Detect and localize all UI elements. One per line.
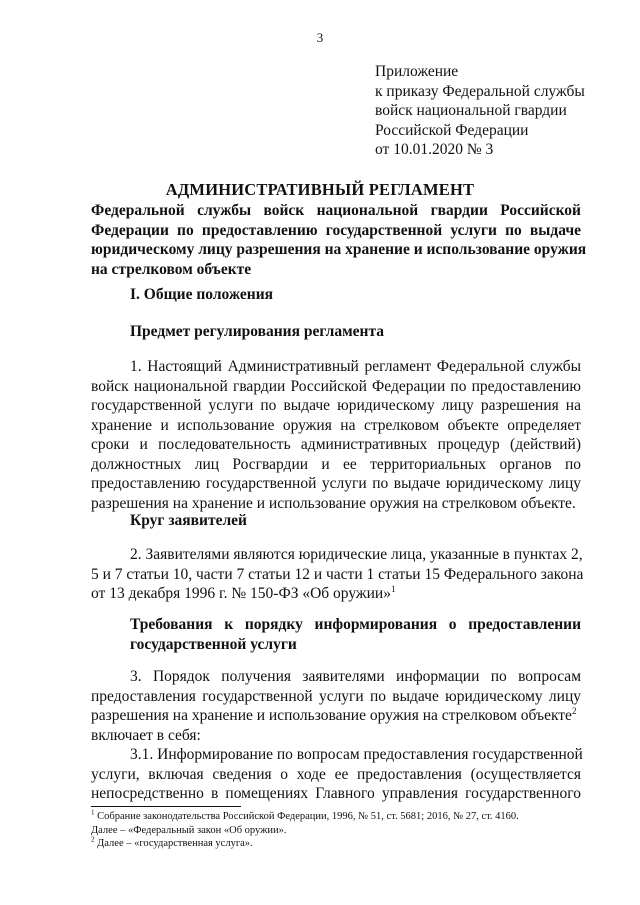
appendix-line: Российской Федерации: [375, 121, 529, 139]
document-subtitle: [91, 201, 587, 279]
footnotes: [91, 810, 581, 851]
paragraph-line: включает в себя:: [91, 726, 201, 744]
paragraph-line: хранение и использование оружия на стрелковом объекте определяет: [91, 416, 581, 434]
footnote-ref: 1: [390, 583, 396, 594]
paragraph-line: 5 и 7 статьи 10, части 7 статьи 12 и части 1 статьи 15 Федерального закона: [91, 565, 584, 583]
section-heading: I. Общие положения: [130, 286, 274, 303]
applicants-heading: Круг заявителей: [130, 512, 247, 529]
paragraph-1: [91, 357, 581, 513]
paragraph-line: 1. Настоящий Административный регламент Федеральной службы: [130, 358, 581, 375]
subtitle-line: Федерации по предоставлению государственной услуги по выдаче: [91, 221, 581, 239]
info-heading: [130, 615, 581, 654]
paragraph-line: должностных лиц Росгвардии и ее территориальных органов по: [91, 455, 581, 473]
footnote-divider: [91, 806, 241, 807]
footnote-mark: 2: [91, 835, 95, 844]
paragraph-line: непосредственно в помещениях Главного управления государственного: [91, 785, 581, 802]
paragraph-text: разрешения на хранение и использование оружия на стрелковом объекте: [91, 707, 572, 724]
paragraph-line: государственной услуги по выдаче юридическому лицу разрешения на: [91, 397, 581, 414]
paragraph-line: войск национальной гвардии Российской Федерации по предоставлению: [91, 377, 581, 395]
paragraph-line: услуги, включая сведения о ходе ее предоставления (осуществляется: [91, 765, 581, 783]
paragraph-3-1: [91, 745, 581, 804]
paragraph-line: [91, 706, 581, 726]
appendix-line: Приложение: [375, 63, 459, 80]
footnote-ref: 2: [571, 705, 577, 716]
paragraph-line: [91, 584, 581, 604]
paragraph-3: [91, 667, 581, 745]
paragraph-line: 2. Заявителями являются юридические лица, указанные в пунктах 2,: [130, 546, 583, 563]
appendix-line: от 10.01.2020 № 3: [375, 141, 494, 158]
paragraph-line: 3. Порядок получения заявителями информации по вопросам: [130, 668, 581, 685]
paragraph-line: 3.1. Информирование по вопросам предоставления государственной: [130, 746, 583, 763]
appendix-line: войск национальной гвардии: [375, 102, 567, 119]
paragraph-text: от 13 декабря 1996 г. № 150-ФЗ «Об оружии»: [91, 585, 391, 602]
subtitle-line: Федеральной службы войск национальной гвардии Российской: [91, 202, 581, 219]
heading-line: государственной услуги: [130, 635, 297, 653]
subtitle-line: на стрелковом объекте: [91, 260, 252, 278]
appendix-block: [375, 62, 585, 160]
document-title: АДМИНИСТРАТИВНЫЙ РЕГЛАМЕНТ: [165, 180, 475, 199]
footnote-text: Далее – «государственная услуга».: [97, 838, 253, 849]
heading-line: Требования к порядку информирования о предоставлении: [130, 616, 581, 633]
paragraph-2: [91, 545, 584, 604]
footnote-2: [91, 837, 581, 851]
appendix-line: к приказу Федеральной службы: [375, 82, 585, 100]
footnote-mark: 1: [91, 808, 95, 817]
subtitle-line: юридическому лицу разрешения на хранение и использование оружия: [91, 241, 587, 258]
footnote-1-cont: Далее – «Федеральный закон «Об оружии».: [91, 824, 287, 836]
paragraph-line: сроки и последовательность административных процедур (действий): [91, 436, 581, 453]
footnote-text: Собрание законодательства Российской Федерации, 1996, № 51, ст. 5681; 2016, № 27, ст. 4160.: [97, 811, 519, 822]
paragraph-line: предоставлению государственной услуги по выдаче юридическому лицу: [91, 475, 581, 492]
section-subheading: Предмет регулирования регламента: [130, 323, 384, 340]
paragraph-line: предоставления государственной услуги по выдаче юридическому лицу: [91, 687, 581, 705]
footnote-1: [91, 810, 581, 824]
page-number: 3: [316, 30, 324, 45]
paragraph-line: разрешения на хранение и использование оружия на стрелковом объекте.: [91, 494, 576, 512]
